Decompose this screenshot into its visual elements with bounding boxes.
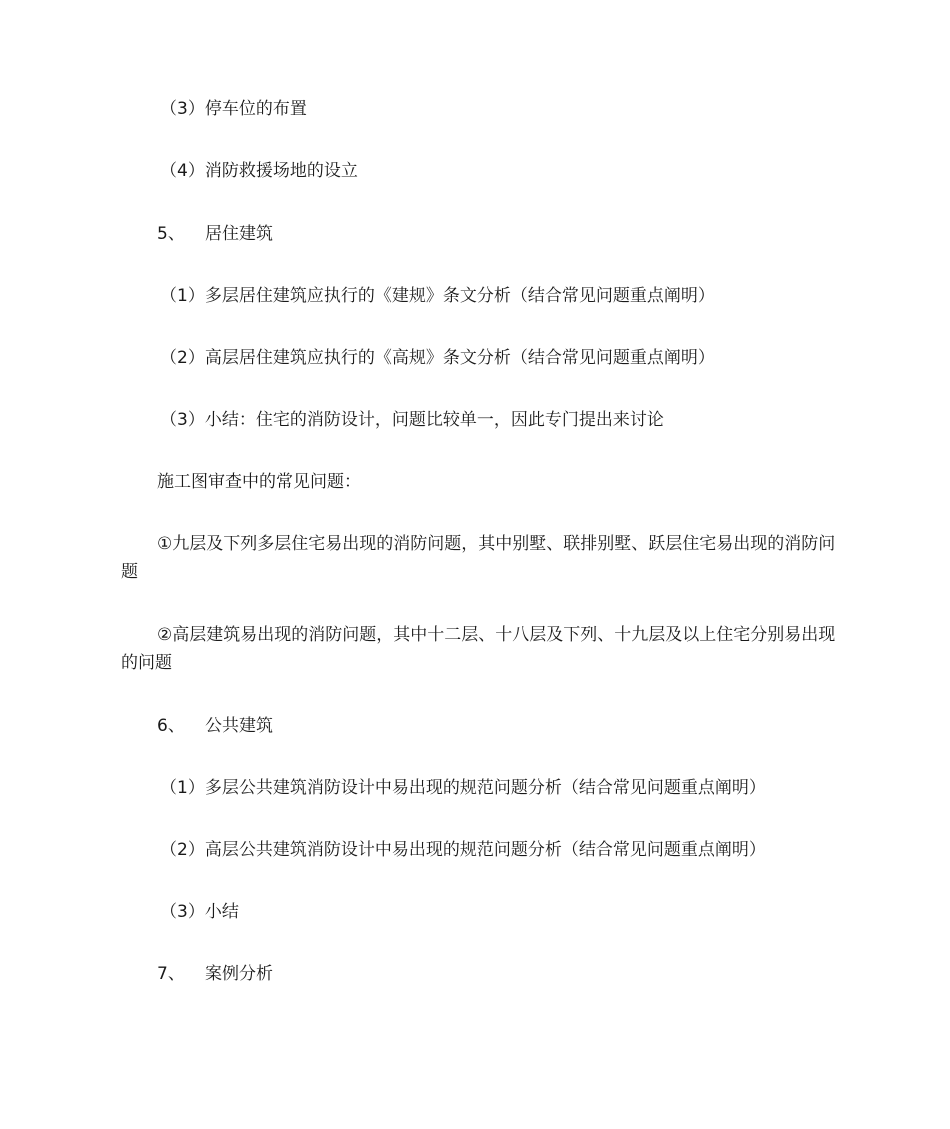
common-issues-heading: 施工图审查中的常见问题： <box>157 472 361 492</box>
paragraph-multistory-issues: ①九层及下列多层住宅易出现的消防问题，其中别墅、联排别墅、跃层住宅易出现的消防问题 <box>121 534 836 582</box>
section-number: 5、 <box>157 224 185 244</box>
section-7-heading <box>157 966 273 983</box>
item-highrise-residential: （2）高层居住建筑应执行的《高规》条文分析（结合常见问题重点阐明） <box>160 348 715 368</box>
section-title: 公共建筑 <box>205 716 273 736</box>
item-multistory-public: （1）多层公共建筑消防设计中易出现的规范问题分析（结合常见问题重点阐明） <box>160 778 766 798</box>
item-public-summary: （3）小结 <box>160 902 239 922</box>
section-number: 7、 <box>157 964 185 984</box>
section-5-heading <box>157 226 273 243</box>
item-fire-rescue-site: （4）消防救援场地的设立 <box>160 161 358 181</box>
item-residential-summary: （3）小结：住宅的消防设计，问题比较单一，因此专门提出来讨论 <box>160 410 664 430</box>
item-highrise-public: （2）高层公共建筑消防设计中易出现的规范问题分析（结合常见问题重点阐明） <box>160 840 766 860</box>
section-title: 居住建筑 <box>205 224 273 244</box>
section-number: 6、 <box>157 716 185 736</box>
item-parking-layout: （3）停车位的布置 <box>160 99 307 119</box>
section-title: 案例分析 <box>205 964 273 984</box>
paragraph-highrise-issues: ②高层建筑易出现的消防问题，其中十二层、十八层及下列、十九层及以上住宅分别易出现的问题 <box>121 625 836 673</box>
item-multistory-residential: （1）多层居住建筑应执行的《建规》条文分析（结合常见问题重点阐明） <box>160 286 715 306</box>
section-6-heading <box>157 718 273 735</box>
